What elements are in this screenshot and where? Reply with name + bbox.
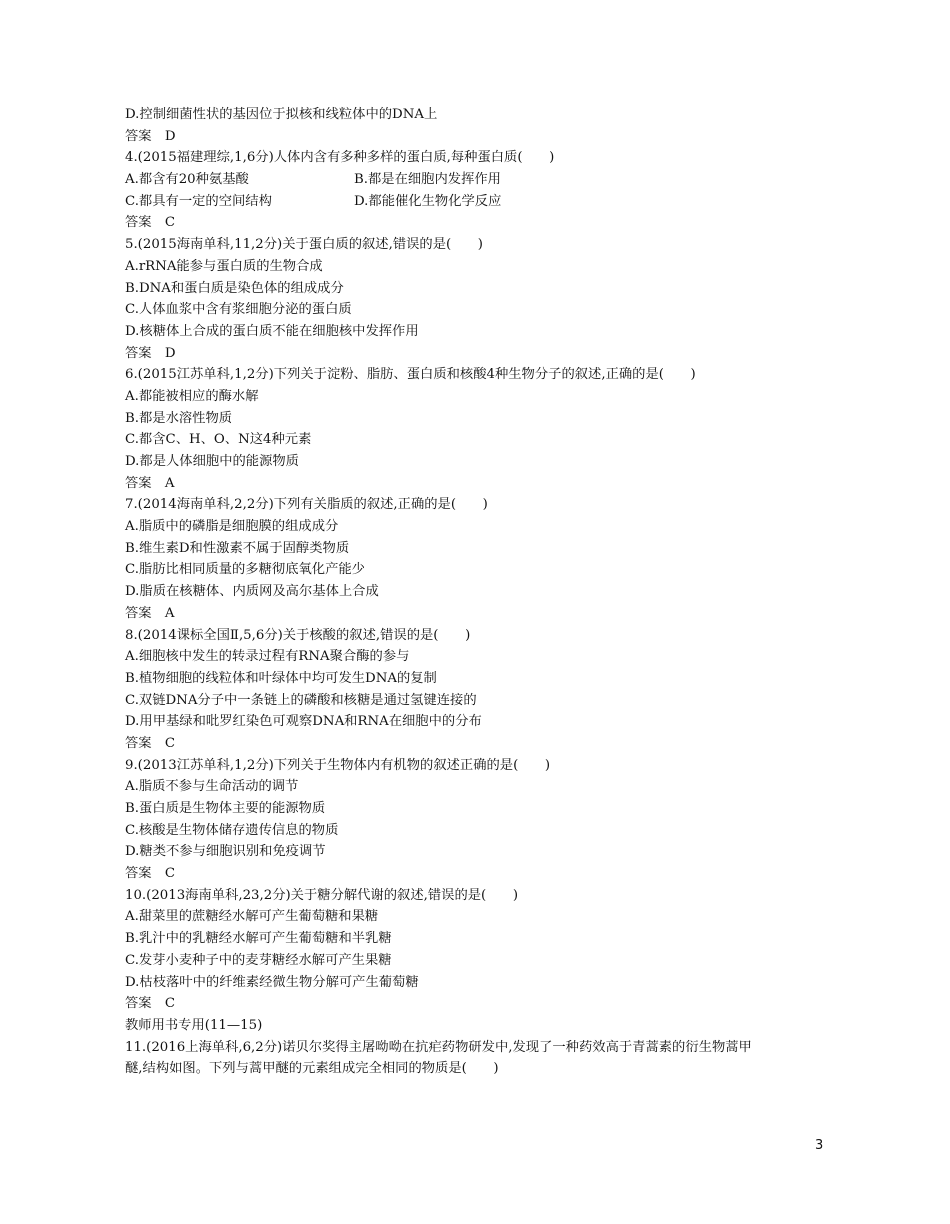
- option-b-q6: B.都是水溶性物质: [125, 410, 233, 426]
- answer-q4: 答案 C: [125, 215, 176, 231]
- option-d-q3: D.控制细菌性状的基因位于拟核和线粒体中的DNA上: [125, 107, 438, 122]
- option-b-q10: B.乳汁中的乳糖经水解可产生葡萄糖和半乳糖: [125, 931, 392, 947]
- question-4: 4.(2015福建理综,1,6分)人体内含有多种多样的蛋白质,每种蛋白质( ): [125, 150, 555, 166]
- option-a-q6: A.都能被相应的酶水解: [125, 388, 259, 404]
- question-10: 10.(2013海南单科,23,2分)关于糖分解代谢的叙述,错误的是( ): [125, 887, 519, 903]
- options-row-q4-cd: [125, 191, 845, 213]
- option-a-q7: A.脂质中的磷脂是细胞膜的组成成分: [125, 519, 339, 535]
- option-d-q9: D.糖类不参与细胞识别和免疫调节: [125, 844, 326, 860]
- option-d-q6: D.都是人体细胞中的能源物质: [125, 454, 299, 469]
- answer-q7: 答案 A: [125, 605, 175, 621]
- option-a-q8: A.细胞核中发生的转录过程有RNA聚合酶的参与: [125, 649, 410, 665]
- page-number: 3: [815, 1138, 824, 1153]
- question-6: 6.(2015江苏单科,1,2分)下列关于淀粉、脂肪、蛋白质和核酸4种生物分子的叙述,正确的是( ): [125, 367, 696, 383]
- document-body: [125, 104, 845, 1080]
- options-row-q4-ab: [125, 169, 845, 191]
- answer-q10: 答案 C: [125, 996, 176, 1012]
- option-b-q7: B.维生素D和性激素不属于固醇类物质: [125, 540, 350, 556]
- option-a-q5: A.rRNA能参与蛋白质的生物合成: [125, 258, 323, 274]
- answer-q5: 答案 D: [125, 345, 176, 361]
- option-c-q4: C.都具有一定的空间结构: [125, 193, 272, 209]
- option-c-q7: C.脂肪比相同质量的多糖彻底氧化产能少: [125, 562, 365, 578]
- option-c-q8: C.双链DNA分子中一条链上的磷酸和核糖是通过氢键连接的: [125, 692, 477, 708]
- section-heading-teacher: 教师用书专用(11—15): [125, 1017, 263, 1033]
- option-d-q8: D.用甲基绿和吡罗红染色可观察DNA和RNA在细胞中的分布: [125, 714, 482, 730]
- question-9: 9.(2013江苏单科,1,2分)下列关于生物体内有机物的叙述正确的是( ): [125, 757, 551, 773]
- option-b-q9: B.蛋白质是生物体主要的能源物质: [125, 801, 326, 816]
- answer-q6: 答案 A: [125, 475, 175, 491]
- question-7: 7.(2014海南单科,2,2分)下列有关脂质的叙述,正确的是( ): [125, 497, 488, 513]
- option-d-q4: D.都能催化生物化学反应: [354, 193, 502, 209]
- option-a-q10: A.甜菜里的蔗糖经水解可产生葡萄糖和果糖: [125, 909, 379, 925]
- option-b-q5: B.DNA和蛋白质是染色体的组成成分: [125, 280, 344, 296]
- question-11-line-1: 11.(2016上海单科,6,2分)诺贝尔奖得主屠呦呦在抗疟药物研发中,发现了一种药效高于青蒿素的衍生物蒿甲: [125, 1039, 752, 1055]
- answer-q8: 答案 C: [125, 735, 176, 751]
- question-5: 5.(2015海南单科,11,2分)关于蛋白质的叙述,错误的是( ): [125, 237, 483, 253]
- option-c-q5: C.人体血浆中含有浆细胞分泌的蛋白质: [125, 302, 352, 318]
- option-d-q5: D.核糖体上合成的蛋白质不能在细胞核中发挥作用: [125, 323, 419, 339]
- option-a-q4: A.都含有20种氨基酸: [125, 172, 249, 188]
- option-c-q10: C.发芽小麦种子中的麦芽糖经水解可产生果糖: [125, 952, 392, 968]
- question-8: 8.(2014课标全国Ⅱ,5,6分)关于核酸的叙述,错误的是( ): [125, 627, 471, 643]
- option-d-q7: D.脂质在核糖体、内质网及高尔基体上合成: [125, 584, 379, 600]
- option-c-q9: C.核酸是生物体储存遗传信息的物质: [125, 822, 339, 838]
- option-c-q6: C.都含C、H、O、N这4种元素: [125, 432, 312, 448]
- option-b-q4: B.都是在细胞内发挥作用: [354, 172, 501, 188]
- answer-q3: 答案 D: [125, 128, 176, 144]
- answer-q9: 答案 C: [125, 866, 176, 882]
- question-11-line-2: 醚,结构如图。下列与蒿甲醚的元素组成完全相同的物质是( ): [125, 1061, 499, 1077]
- option-a-q9: A.脂质不参与生命活动的调节: [125, 779, 299, 795]
- option-b-q8: B.植物细胞的线粒体和叶绿体中均可发生DNA的复制: [125, 670, 437, 686]
- option-d-q10: D.枯枝落叶中的纤维素经微生物分解可产生葡萄糖: [125, 974, 419, 990]
